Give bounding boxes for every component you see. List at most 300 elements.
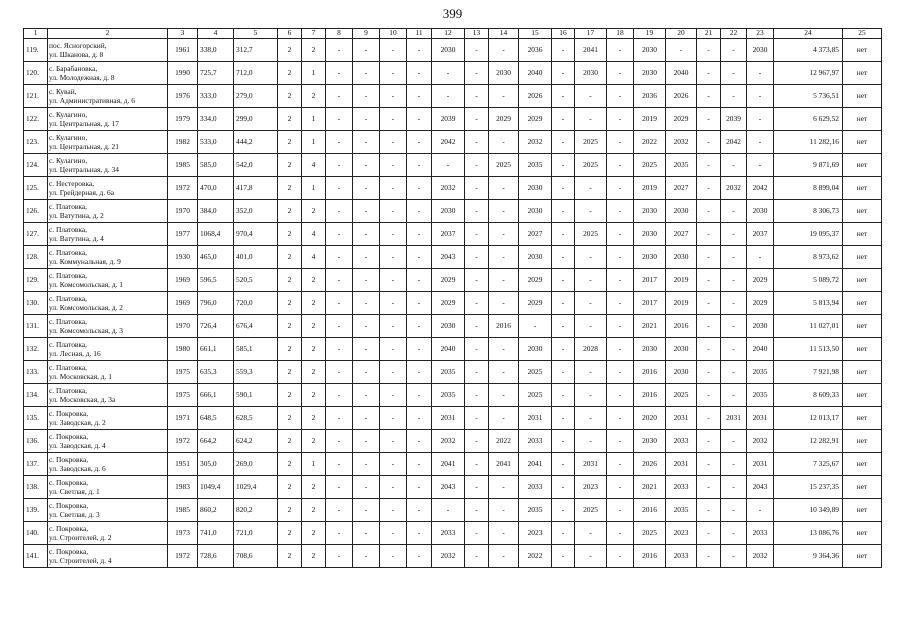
table-cell: 2030 [747,200,774,223]
table-cell: - [552,177,575,200]
cost-cell: 10 349,89 [774,499,843,522]
table-cell: 2029 [747,292,774,315]
table-row [24,476,882,499]
table-cell: 2020 [634,407,666,430]
table-cell: 2030 [575,62,607,85]
column-header: 16 [552,29,575,39]
settlement: с. Покровка, [49,524,89,533]
table-cell: 2029 [747,269,774,292]
table-cell: - [353,108,380,131]
table-cell: 728,6 [198,545,234,568]
table-cell: - [465,154,489,177]
table-cell: - [552,62,575,85]
table-cell: 2042 [747,177,774,200]
cost-cell: 12 967,97 [774,62,843,85]
table-cell: 2019 [634,177,666,200]
cost-cell: 11 282,16 [774,131,843,154]
table-row [24,108,882,131]
table-cell: 2027 [666,223,697,246]
table-cell: - [353,154,380,177]
table-cell: 2030 [666,200,697,223]
table-cell: - [407,384,432,407]
table-cell: 2032 [519,131,552,154]
table-cell: - [407,154,432,177]
address-cell [48,522,168,545]
table-cell: 2 [278,62,302,85]
address-cell [48,223,168,246]
cost-cell: 15 237,35 [774,476,843,499]
table-cell: - [380,39,407,62]
settlement: с. Платовка, [49,271,88,280]
street-address: ул. Комсомольская, д. 1 [49,280,123,289]
table-cell: 1049,4 [198,476,234,499]
table-cell: - [432,499,465,522]
row-number: 121. [24,85,48,108]
table-row [24,522,882,545]
table-cell: 2 [278,200,302,223]
table-cell: 2016 [634,384,666,407]
table-cell: - [380,476,407,499]
table-cell: - [552,108,575,131]
row-number: 123. [24,131,48,154]
table-cell: - [407,223,432,246]
table-cell: - [697,338,721,361]
street-address: ул. Молодежная, д. 8 [49,73,115,82]
table-cell: 2016 [634,361,666,384]
table-cell: 2031 [666,453,697,476]
table-cell: - [353,131,380,154]
table-cell: 2026 [634,453,666,476]
address-cell [48,62,168,85]
row-number: 136. [24,430,48,453]
table-cell: - [747,62,774,85]
table-cell: 708,6 [234,545,278,568]
table-cell: 2030 [519,338,552,361]
settlement: с. Барабановка, [49,64,98,73]
table-cell: - [465,223,489,246]
table-cell: 2 [278,39,302,62]
table-cell: - [747,131,774,154]
table-cell: - [353,62,380,85]
table-cell: - [465,338,489,361]
table-cell: 444,2 [234,131,278,154]
table-cell: 2026 [519,85,552,108]
status-cell: нет [843,39,882,62]
table-cell: - [747,85,774,108]
table-cell: 1930 [168,246,198,269]
address-cell [48,338,168,361]
table-cell: - [697,85,721,108]
row-number: 141. [24,545,48,568]
table-cell: 2030 [432,39,465,62]
table-cell: - [697,269,721,292]
cost-cell: 7 325,67 [774,453,843,476]
table-cell: - [353,269,380,292]
table-cell: - [407,499,432,522]
table-row [24,453,882,476]
table-cell: - [465,200,489,223]
table-cell: - [326,131,353,154]
table-cell: - [721,223,747,246]
column-header: 23 [747,29,774,39]
table-cell: - [380,407,407,430]
table-cell: - [747,246,774,269]
table-cell: - [380,108,407,131]
table-cell: 1 [302,131,326,154]
table-cell: 2 [302,522,326,545]
address-cell [48,39,168,62]
table-cell: 2022 [489,430,519,453]
table-cell: - [721,292,747,315]
table-cell: 2030 [489,62,519,85]
table-cell: 2 [302,545,326,568]
row-number: 128. [24,246,48,269]
table-cell: - [407,62,432,85]
table-cell: - [407,292,432,315]
table-cell: - [465,430,489,453]
table-cell: - [607,476,634,499]
table-cell: - [697,223,721,246]
street-address: ул. Московская, д. 1 [49,372,112,381]
table-cell: - [353,223,380,246]
table-cell: 2022 [519,545,552,568]
table-cell: 2016 [634,499,666,522]
table-cell: - [326,453,353,476]
street-address: ул. Светлая, д. 1 [49,487,100,496]
table-cell: - [326,154,353,177]
table-cell: - [465,315,489,338]
table-cell: - [552,384,575,407]
table-cell: 2032 [432,430,465,453]
status-cell: нет [843,476,882,499]
row-number: 125. [24,177,48,200]
table-cell: 725,7 [198,62,234,85]
table-cell: - [721,338,747,361]
table-cell: 2043 [432,246,465,269]
status-cell: нет [843,154,882,177]
table-cell: 299,0 [234,108,278,131]
table-cell: - [465,476,489,499]
table-cell: - [575,430,607,453]
table-cell: 2025 [575,154,607,177]
table-cell: 2027 [519,223,552,246]
table-cell: 1973 [168,522,198,545]
street-address: ул. Центральная, д. 17 [49,119,119,128]
table-cell: - [489,177,519,200]
table-cell: - [747,108,774,131]
status-cell: нет [843,407,882,430]
table-cell: 2026 [666,85,697,108]
table-cell: 2035 [432,361,465,384]
table-cell: 2043 [432,476,465,499]
table-cell: 1985 [168,154,198,177]
table-cell: 1972 [168,545,198,568]
table-cell: 2035 [519,154,552,177]
table-cell: 2037 [432,223,465,246]
table-cell: 2 [278,430,302,453]
table-cell: - [721,430,747,453]
status-cell: нет [843,361,882,384]
table-cell: 2035 [519,499,552,522]
table-cell: 2036 [519,39,552,62]
table-cell: 470,0 [198,177,234,200]
table-cell: - [552,292,575,315]
table-row [24,499,882,522]
row-number: 133. [24,361,48,384]
status-cell: нет [843,292,882,315]
settlement: с. Кулагино, [49,133,88,142]
address-cell [48,177,168,200]
row-number: 140. [24,522,48,545]
table-cell: 2029 [432,292,465,315]
address-cell [48,108,168,131]
table-cell: 2031 [747,453,774,476]
settlement: с. Кулагино, [49,156,88,165]
table-cell: 4 [302,223,326,246]
table-cell: - [552,338,575,361]
street-address: ул. Комсомольская, д. 2 [49,303,123,312]
table-row [24,39,882,62]
table-cell: - [326,223,353,246]
row-number: 126. [24,200,48,223]
table-cell: 2 [302,338,326,361]
table-cell: 2041 [432,453,465,476]
table-cell: 2025 [575,223,607,246]
table-cell: - [575,545,607,568]
table-cell: 2033 [432,522,465,545]
row-number: 139. [24,499,48,522]
table-cell: 2030 [634,39,666,62]
table-cell: - [552,246,575,269]
table-cell: - [575,315,607,338]
table-cell: 1068,4 [198,223,234,246]
table-cell: - [465,407,489,430]
settlement: с. Покровка, [49,409,89,418]
table-cell: 2029 [519,108,552,131]
table-cell: 1 [302,453,326,476]
row-number: 120. [24,62,48,85]
table-cell: 2039 [432,108,465,131]
table-cell: 2 [302,39,326,62]
address-cell [48,545,168,568]
cost-cell: 9 364,36 [774,545,843,568]
table-cell: 2 [278,361,302,384]
table-cell: 2031 [432,407,465,430]
table-cell: - [721,85,747,108]
table-cell: - [697,476,721,499]
table-cell: 664,2 [198,430,234,453]
street-address: ул. Комсомольская, д. 3 [49,326,123,335]
column-header: 19 [634,29,666,39]
row-number: 129. [24,269,48,292]
table-cell: - [575,85,607,108]
table-cell: - [326,85,353,108]
table-cell: 2041 [489,453,519,476]
column-header: 11 [407,29,432,39]
table-cell: 2 [302,361,326,384]
table-cell: 2037 [747,223,774,246]
table-cell: - [407,545,432,568]
column-header: 4 [198,29,234,39]
table-cell: - [380,522,407,545]
address-cell [48,476,168,499]
table-cell: 2030 [432,200,465,223]
table-cell: - [575,292,607,315]
table-cell: 2030 [634,246,666,269]
settlement: с. Платовка, [49,225,88,234]
table-cell: - [465,131,489,154]
table-cell: 635,3 [198,361,234,384]
table-row [24,154,882,177]
table-cell: - [489,200,519,223]
table-cell: - [465,499,489,522]
settlement: с. Покровка, [49,547,89,556]
table-cell: - [552,223,575,246]
table-cell: 1 [302,177,326,200]
table-cell: 2032 [666,131,697,154]
table-cell: - [489,338,519,361]
table-cell: - [353,177,380,200]
table-cell: 2030 [747,39,774,62]
table-cell: 334,0 [198,108,234,131]
street-address: ул. Заводская, д. 6 [49,464,106,473]
table-cell: 2 [302,200,326,223]
table-cell: - [432,62,465,85]
table-cell: 2030 [666,361,697,384]
table-cell: 648,5 [198,407,234,430]
table-cell: 2039 [721,108,747,131]
table-cell: 2035 [432,384,465,407]
table-cell: - [697,131,721,154]
table-cell: - [607,338,634,361]
table-cell: 2025 [489,154,519,177]
status-cell: нет [843,453,882,476]
header-row [24,29,882,39]
street-address: ул. Московская, д. 3а [49,395,116,404]
table-cell: - [353,407,380,430]
table-cell: 1985 [168,499,198,522]
table-cell: - [697,545,721,568]
table-cell: 628,5 [234,407,278,430]
status-cell: нет [843,85,882,108]
street-address: ул. Лесная, д. 16 [49,349,101,358]
table-cell: 661,1 [198,338,234,361]
table-cell: - [489,223,519,246]
status-cell: нет [843,177,882,200]
table-cell: 2031 [666,407,697,430]
table-cell: - [380,269,407,292]
table-cell: 312,7 [234,39,278,62]
address-cell [48,453,168,476]
table-cell: 1 [302,108,326,131]
street-address: ул. Центральная, д. 21 [49,142,119,151]
table-cell: - [380,384,407,407]
status-cell: нет [843,108,882,131]
table-cell: - [697,246,721,269]
table-cell: - [697,499,721,522]
table-cell: - [607,223,634,246]
table-cell: - [575,200,607,223]
table-cell: - [607,315,634,338]
street-address: ул. Заводская, д. 4 [49,441,106,450]
table-cell: 1982 [168,131,198,154]
row-number: 124. [24,154,48,177]
table-cell: - [489,269,519,292]
column-header: 14 [489,29,519,39]
status-cell: нет [843,223,882,246]
table-row [24,384,882,407]
status-cell: нет [843,200,882,223]
table-cell: 2019 [666,292,697,315]
table-cell: - [575,384,607,407]
table-cell: - [326,292,353,315]
table-cell: - [326,108,353,131]
table-cell: 333,0 [198,85,234,108]
table-cell: - [465,361,489,384]
table-cell: 2042 [721,131,747,154]
table-row [24,361,882,384]
cost-cell: 8 306,73 [774,200,843,223]
table-cell: 2025 [666,384,697,407]
table-row [24,269,882,292]
street-address: ул. Административная, д. 6 [49,96,135,105]
table-cell: - [465,62,489,85]
table-cell: - [575,177,607,200]
table-cell: - [380,223,407,246]
table-cell: - [607,407,634,430]
table-cell: 2 [302,407,326,430]
table-cell: - [407,522,432,545]
status-cell: нет [843,430,882,453]
street-address: ул. Строителей, д. 2 [49,533,112,542]
row-number: 130. [24,292,48,315]
table-cell: - [380,338,407,361]
table-cell: 2 [278,131,302,154]
table-cell: - [465,292,489,315]
table-cell: - [380,62,407,85]
table-cell: - [353,384,380,407]
column-header: 18 [607,29,634,39]
settlement: с. Нестеровка, [49,179,95,188]
table-cell: 2 [278,223,302,246]
street-address: ул. Ватутина, д. 2 [49,211,104,220]
table-cell: - [326,476,353,499]
table-cell: - [552,407,575,430]
table-cell: 279,0 [234,85,278,108]
cost-cell: 19 095,37 [774,223,843,246]
table-cell: - [489,39,519,62]
street-address: ул. Строителей, д. 4 [49,556,112,565]
table-cell: - [380,85,407,108]
table-cell: 596,5 [198,269,234,292]
table-cell: - [407,407,432,430]
table-cell: - [432,85,465,108]
column-header: 17 [575,29,607,39]
table-cell: - [552,453,575,476]
table-cell: 2029 [666,108,697,131]
table-cell: 2 [278,108,302,131]
table-cell: - [326,315,353,338]
table-cell: - [380,131,407,154]
settlement: с. Покровка, [49,432,89,441]
address-cell [48,361,168,384]
table-cell: - [697,522,721,545]
table-cell: - [697,292,721,315]
settlement: с. Покровка, [49,455,89,464]
table-cell: - [721,62,747,85]
table-cell: 1971 [168,407,198,430]
table-cell: 2 [278,85,302,108]
